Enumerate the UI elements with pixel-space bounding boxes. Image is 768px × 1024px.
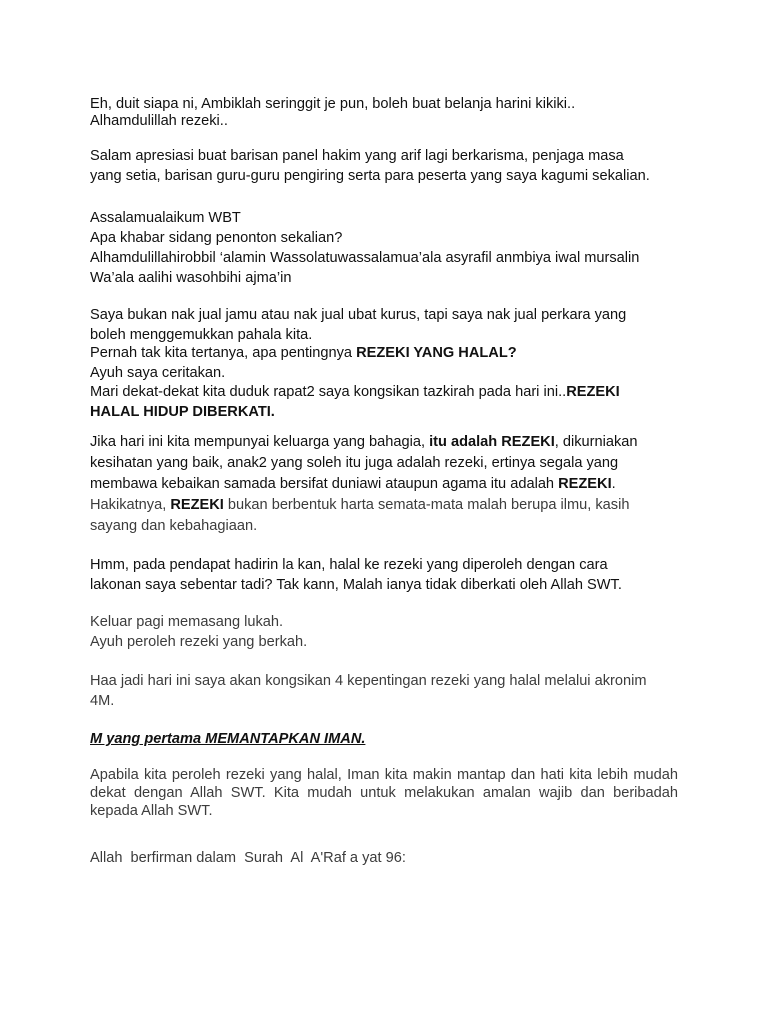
emphasis-text: REZEKI bbox=[566, 384, 620, 400]
text-line: Hmm, pada pendapat hadirin la kan, halal ke rezeki yang diperoleh dengan cara bbox=[90, 557, 608, 573]
text-line: Mari dekat-dekat kita duduk rapat2 saya kongsikan tazkirah pada hari ini..REZEKI bbox=[90, 384, 620, 400]
text-line: 4M. bbox=[90, 693, 115, 709]
text-line: Haa jadi hari ini saya akan kongsikan 4 kepentingan rezeki yang halal melalui akronim bbox=[90, 673, 647, 689]
paragraph-acronym bbox=[90, 671, 680, 711]
paragraph-iman bbox=[90, 766, 678, 820]
paragraph-appreciation bbox=[90, 146, 680, 186]
paragraph-pantun bbox=[90, 612, 680, 652]
emphasis-text: REZEKI bbox=[558, 476, 612, 492]
emphasis-text: REZEKI bbox=[170, 497, 224, 513]
text-line: Assalamualaikum WBT bbox=[90, 210, 241, 226]
text-line: Jika hari ini kita mempunyai keluarga yang bahagia, itu adalah REZEKI, dikurniakan bbox=[90, 434, 638, 450]
text-line: Alhamdulillahirobbil ‘alamin Wassolatuwassalamua’ala asyrafil anmbiya iwal mursalin bbox=[90, 250, 640, 266]
text-line: Saya bukan nak jual jamu atau nak jual ubat kurus, tapi saya nak jual perkara yang bbox=[90, 307, 627, 323]
text-line: Ayuh saya ceritakan. bbox=[90, 365, 226, 381]
text-line: Apa khabar sidang penonton sekalian? bbox=[90, 230, 343, 246]
section-heading bbox=[90, 729, 680, 749]
text-line: lakonan saya sebentar tadi? Tak kann, Malah ianya tidak diberkati oleh Allah SWT. bbox=[90, 577, 622, 593]
emphasis-text: REZEKI YANG HALAL? bbox=[356, 345, 517, 361]
text-line: Ayuh peroleh rezeki yang berkah. bbox=[90, 634, 308, 650]
text-line: membawa kebaikan samada bersifat duniawi ataupun agama itu adalah REZEKI. bbox=[90, 476, 616, 492]
text-line: Alhamdulillah rezeki.. bbox=[90, 113, 228, 129]
text-line: Keluar pagi memasang lukah. bbox=[90, 614, 284, 630]
paragraph-firman bbox=[90, 848, 680, 868]
paragraph-introduction bbox=[90, 305, 680, 422]
text-line: Hakikatnya, REZEKI bukan berbentuk harta semata-mata malah berupa ilmu, kasih bbox=[90, 497, 630, 513]
text-line: Wa’ala aalihi wasohbihi ajma’in bbox=[90, 270, 292, 286]
justified-text: Apabila kita peroleh rezeki yang halal, Iman kita makin mantap dan hati kita lebih mudah dekat dengan Allah SWT. Kita mudah untuk melakukan amalan wajib dan beribadah kepada Allah SWT. bbox=[90, 767, 678, 819]
text-line: kesihatan yang baik, anak2 yang soleh itu juga adalah rezeki, ertinya segala yang bbox=[90, 455, 619, 471]
text-line bbox=[90, 402, 680, 422]
text-line: Pernah tak kita tertanya, apa pentingnya REZEKI YANG HALAL? bbox=[90, 345, 517, 361]
text-line: sayang dan kebahagiaan. bbox=[90, 518, 258, 534]
heading-text: M yang pertama MEMANTAPKAN IMAN. bbox=[90, 731, 366, 747]
emphasis-text: itu adalah REZEKI bbox=[429, 434, 555, 450]
emphasis-text: HALAL HIDUP DIBERKATI. bbox=[90, 404, 275, 420]
text-line: Eh, duit siapa ni, Ambiklah seringgit je pun, boleh buat belanja harini kikiki.. bbox=[90, 96, 576, 112]
text-line: yang setia, barisan guru-guru pengiring serta para peserta yang saya kagumi sekalian. bbox=[90, 168, 650, 184]
text-line: boleh menggemukkan pahala kita. bbox=[90, 327, 313, 343]
paragraph-salutation bbox=[90, 208, 680, 288]
paragraph-greeting bbox=[90, 94, 680, 131]
text-line: Allah berfirman dalam Surah Al A'Raf a yat 96: bbox=[90, 850, 406, 866]
paragraph-question bbox=[90, 555, 680, 595]
text-line: Salam apresiasi buat barisan panel hakim yang arif lagi berkarisma, penjaga masa bbox=[90, 148, 624, 164]
paragraph-rezeki-meaning bbox=[90, 432, 680, 537]
